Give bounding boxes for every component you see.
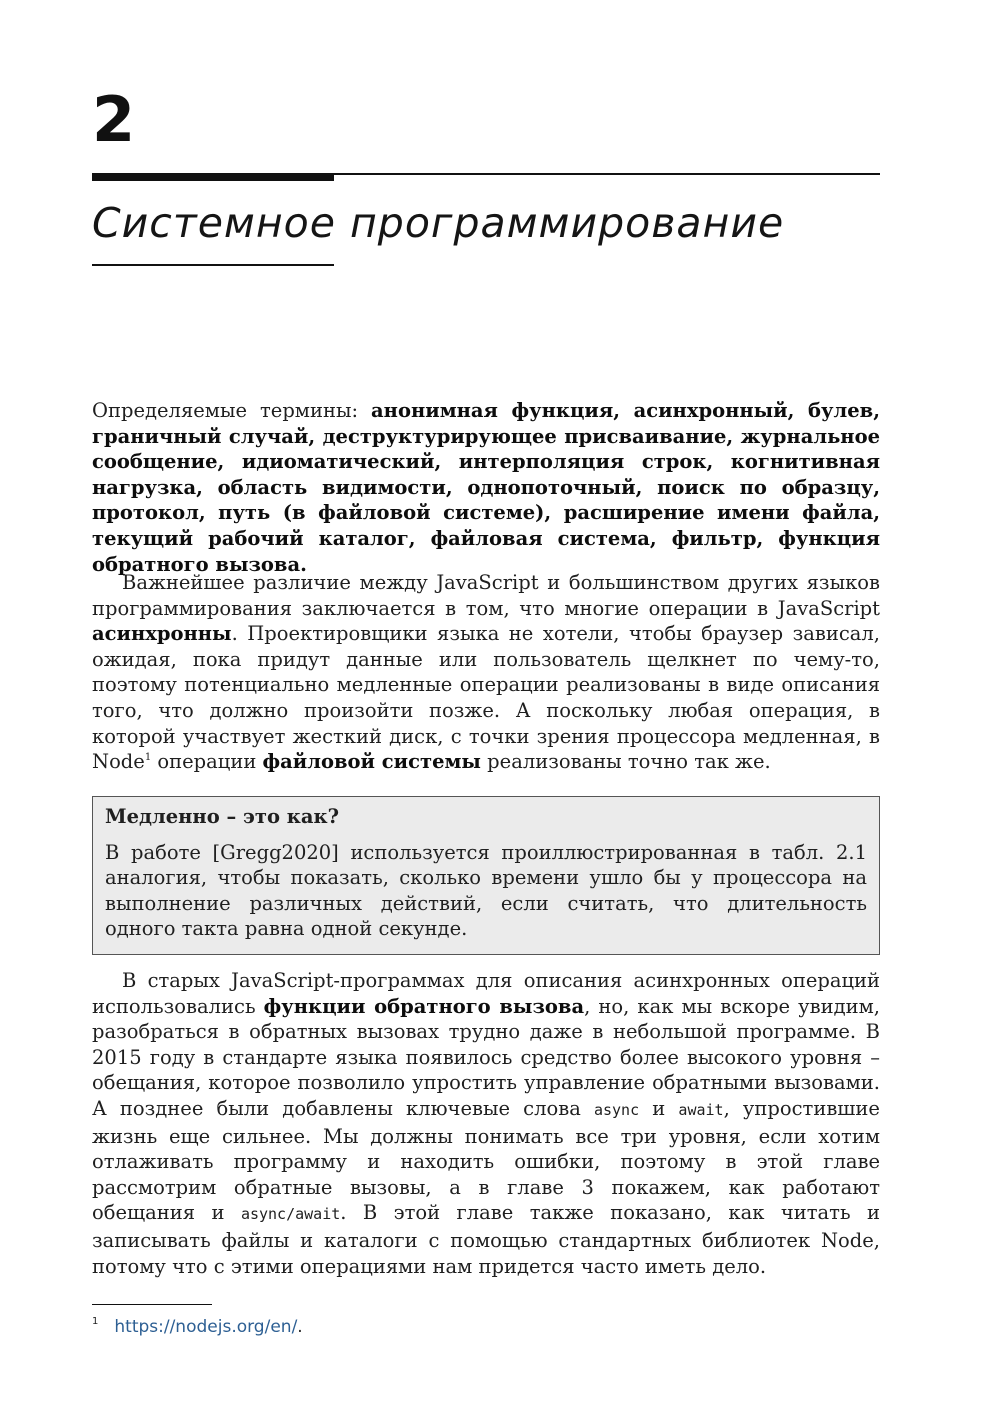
note-title: Медленно – это как? [105,805,339,828]
footnote-separator [92,1304,212,1305]
code-async-await: async/await [240,1205,341,1224]
footnote-link[interactable]: https://nodejs.org/en/ [114,1317,298,1337]
note-text: В работе [Gregg2020] используется проиллюстрированная в табл. 2.1 аналогия, чтобы показать, сколько времени ушло бы у процессора на выполнение различных действий, если считать, что длительность одного такта равна одной секунде. [105,840,867,941]
paragraph-text: . В этой главе также показано, как читать и записывать файлы и каталоги с помощью стандартных библиотек Node, потому что с этими операциями нам придется часто иметь дело. [92,1201,880,1278]
term-callback-functions: функции обратного вызова [263,994,585,1018]
chapter-number: 2 [92,83,136,156]
footnote-number: 1 [92,1316,99,1327]
title-underline [92,264,334,266]
code-await: await [678,1100,724,1119]
paragraph-text: реализованы точно так же. [480,750,771,774]
footnote-tail: . [297,1317,303,1337]
term-filesystem: файловой системы [262,750,481,774]
code-async: async [593,1100,640,1119]
defined-terms [92,398,880,577]
term-async: асинхронны [92,622,232,646]
paragraph-text: , но, как мы вскоре увидим, разобраться в обратных вызовах трудно даже в небольшой программе. В 2015 году в стандарте языка появилось средство более высокого уровня – обещания, которое позволило упростить управление обратными вызовами. А позднее были добавлены ключевые слова [92,994,880,1120]
paragraph-text: В старых JavaScript-программах для описания асинхронных операций использовались [92,969,880,1018]
top-rule-accent [92,173,334,181]
sidebar-note [92,796,880,955]
paragraph-callbacks [92,968,880,1279]
defined-terms-label: Определяемые термины: [92,399,372,422]
paragraph-text: , упростившие жизнь еще сильнее. Мы должны понимать все три уровня, если хотим отлаживать программу и находить ошибки, поэтому в этой главе рассмотрим обратные вызовы, а в главе 3 покажем, как работают обещания и [92,1096,880,1225]
paragraph-text: Важнейшее различие между JavaScript и большинством других языков программирования заключается в том, что многие операции в JavaScript [92,571,880,620]
paragraph-text: . Проектировщики языка не хотели, чтобы браузер зависал, ожидая, пока придут данные или пользователь щелкнет по чему-то, поэтому потенциально медленные операции реализованы в виде описания того, что должно произойти позже. А поскольку любая операция, в которой участвует жесткий диск, с точки зрения процессора медленная, в Node [92,622,880,774]
footnote-ref[interactable]: 1 [144,752,152,764]
chapter-title: Системное программирование [92,199,785,247]
paragraph-async-intro [92,570,880,775]
paragraph-text: и [639,1096,679,1120]
defined-terms-list: анонимная функция, асинхронный, булев, граничный случай, деструктурирующее присваивание, журнальное сообщение, идиоматический, интерполяция строк, когнитивная нагрузка, область видимости, однопоточный, поиск по образцу, протокол, путь (в файловой системе), расширение имени файла, текущий рабочий каталог, файловая система, фильтр, функция обратного вызова. [92,399,880,576]
footnote [92,1315,880,1339]
paragraph-text: операции [151,750,263,774]
